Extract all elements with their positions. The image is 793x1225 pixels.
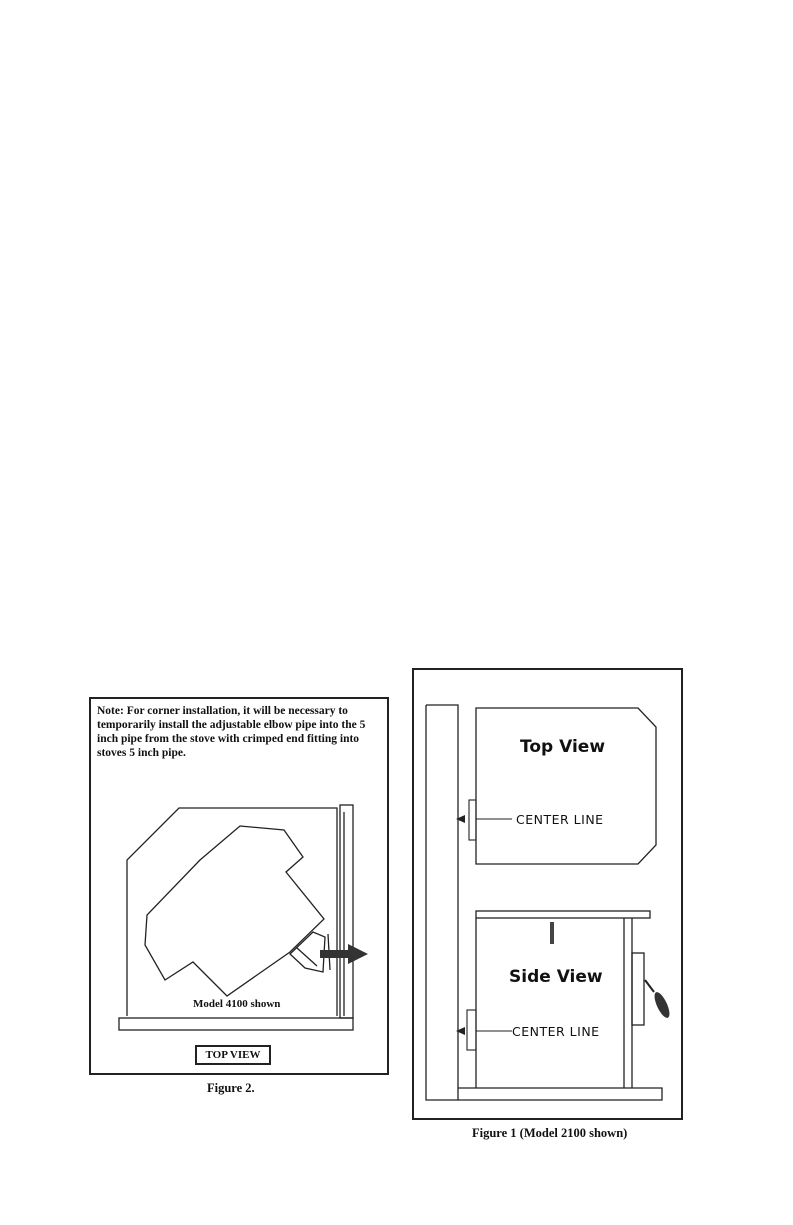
wall-strip xyxy=(340,805,353,1018)
installation-note: Note: For corner installation, it will be necessary to temporarily install the adjustable elbow pipe into the 5 inch pipe from the stove with crimped end fitting into stoves 5 inch pipe. xyxy=(97,705,366,759)
stove-outline xyxy=(145,826,324,996)
side-view-title: Side View xyxy=(509,967,603,987)
side-view-pipe-collar xyxy=(467,1010,476,1050)
figure-1-caption: Figure 1 (Model 2100 shown) xyxy=(472,1126,628,1140)
figure-2-room xyxy=(119,805,353,1030)
top-view-stove-outline xyxy=(476,708,656,864)
figure-1-wall xyxy=(426,705,662,1100)
door-handle-icon xyxy=(645,980,672,1020)
side-view-stove-outline xyxy=(476,911,650,1088)
top-center-line-label: CENTER LINE xyxy=(516,812,604,827)
top-view-label: TOP VIEW xyxy=(195,1045,271,1065)
elbow-pipe xyxy=(290,932,325,972)
side-view-vent xyxy=(550,922,554,944)
model-label: Model 4100 shown xyxy=(193,998,281,1010)
hearth-outline xyxy=(127,808,337,1016)
figure-2-caption: Figure 2. xyxy=(207,1081,255,1095)
top-view-pipe-collar xyxy=(469,800,476,840)
top-view-title: Top View xyxy=(520,737,606,757)
floor-strip xyxy=(119,1018,353,1030)
side-center-line-label: CENTER LINE xyxy=(512,1024,600,1039)
